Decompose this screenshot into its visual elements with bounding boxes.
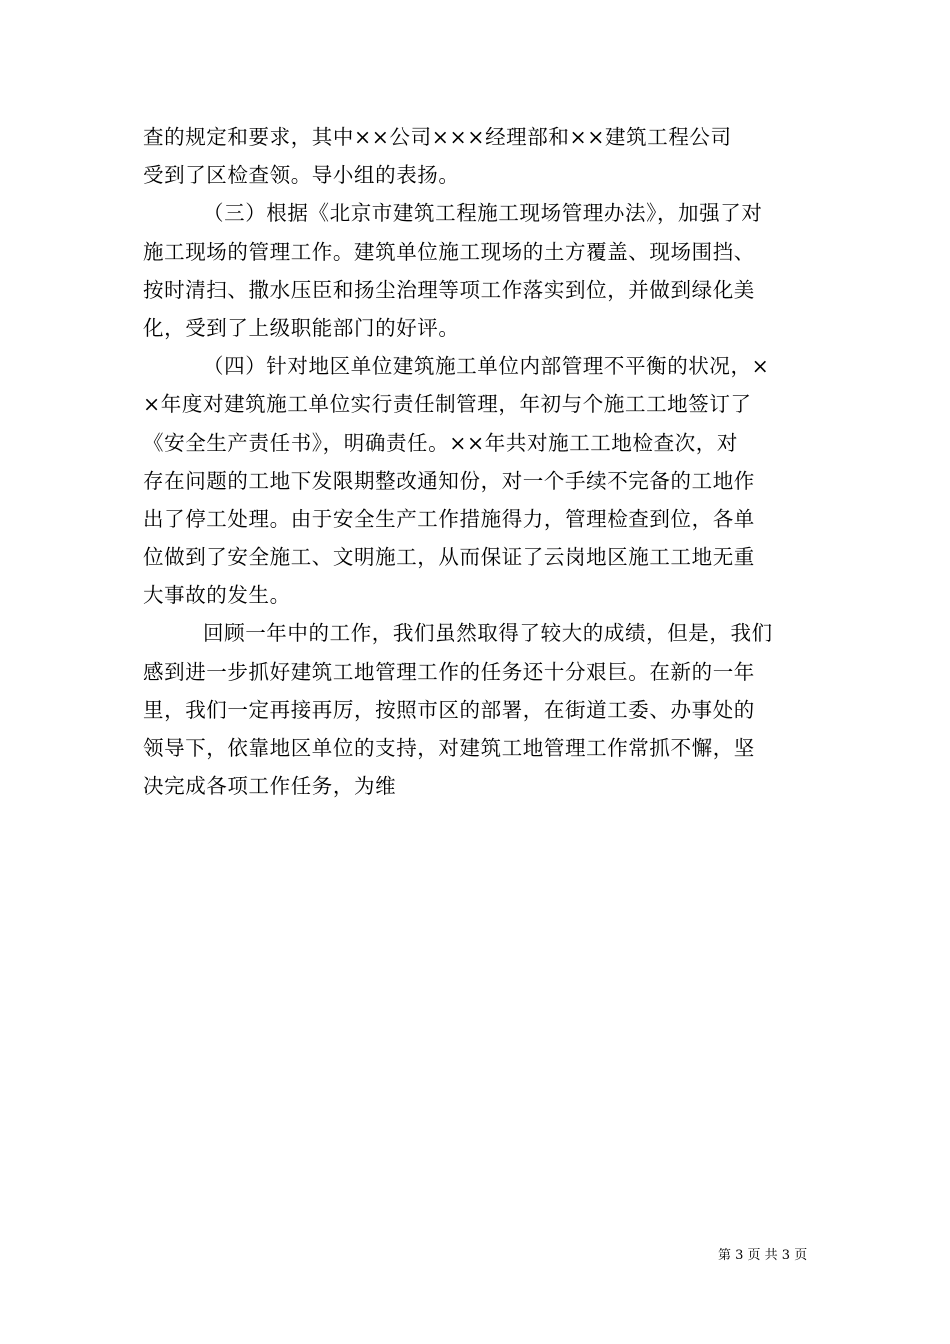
text-line-1: 查的规定和要求，其中××公司×××经理部和××建筑工程公司 bbox=[143, 125, 732, 149]
text-line-7: （四）针对地区单位建筑施工单位内部管理不平衡的状况，× bbox=[203, 354, 770, 379]
text-line-2: 受到了区检查领。导小组的表扬。 bbox=[143, 163, 460, 188]
text-line-5: 按时清扫、撒水压臣和扬尘治理等项工作落实到位，并做到绿化美 bbox=[143, 277, 755, 302]
text-line-18: 决完成各项工作任务，为维 bbox=[143, 774, 397, 799]
text-line-14: 回顾一年中的工作，我们虽然取得了较大的成绩，但是，我们 bbox=[203, 621, 773, 646]
document-body bbox=[143, 118, 808, 805]
text-line-16: 里，我们一定再接再厉，按照市区的部署，在街道工委、办事处的 bbox=[143, 697, 755, 722]
page-number-footer: 第 3 页 共 3 页 bbox=[718, 1248, 808, 1263]
text-line-9: 《安全生产责任书》，明确责任。××年共对施工工地检查次，对 bbox=[143, 430, 739, 455]
text-line-11: 出了停工处理。由于安全生产工作措施得力，管理检查到位，各单 bbox=[143, 506, 755, 531]
text-line-4: 施工现场的管理工作。建筑单位施工现场的土方覆盖、现场围挡、 bbox=[143, 239, 755, 264]
text-line-15: 感到进一步抓好建筑工地管理工作的任务还十分艰巨。在新的一年 bbox=[143, 659, 755, 684]
text-line-17: 领导下，依靠地区单位的支持，对建筑工地管理工作常抓不懈，坚 bbox=[143, 736, 755, 760]
text-line-8: ×年度对建筑施工单位实行责任制管理，年初与个施工工地签订了 bbox=[143, 392, 752, 417]
text-line-3: （三）根据《北京市建筑工程施工现场管理办法》，加强了对 bbox=[203, 201, 763, 226]
text-line-10: 存在问题的工地下发限期整改通知份，对一个手续不完备的工地作 bbox=[143, 468, 755, 493]
text-line-12: 位做到了安全施工、文明施工，从而保证了云岗地区施工工地无重 bbox=[143, 545, 755, 570]
text-line-6: 化，受到了上级职能部门的好评。 bbox=[143, 315, 460, 340]
text-line-13: 大事故的发生。 bbox=[143, 583, 291, 608]
